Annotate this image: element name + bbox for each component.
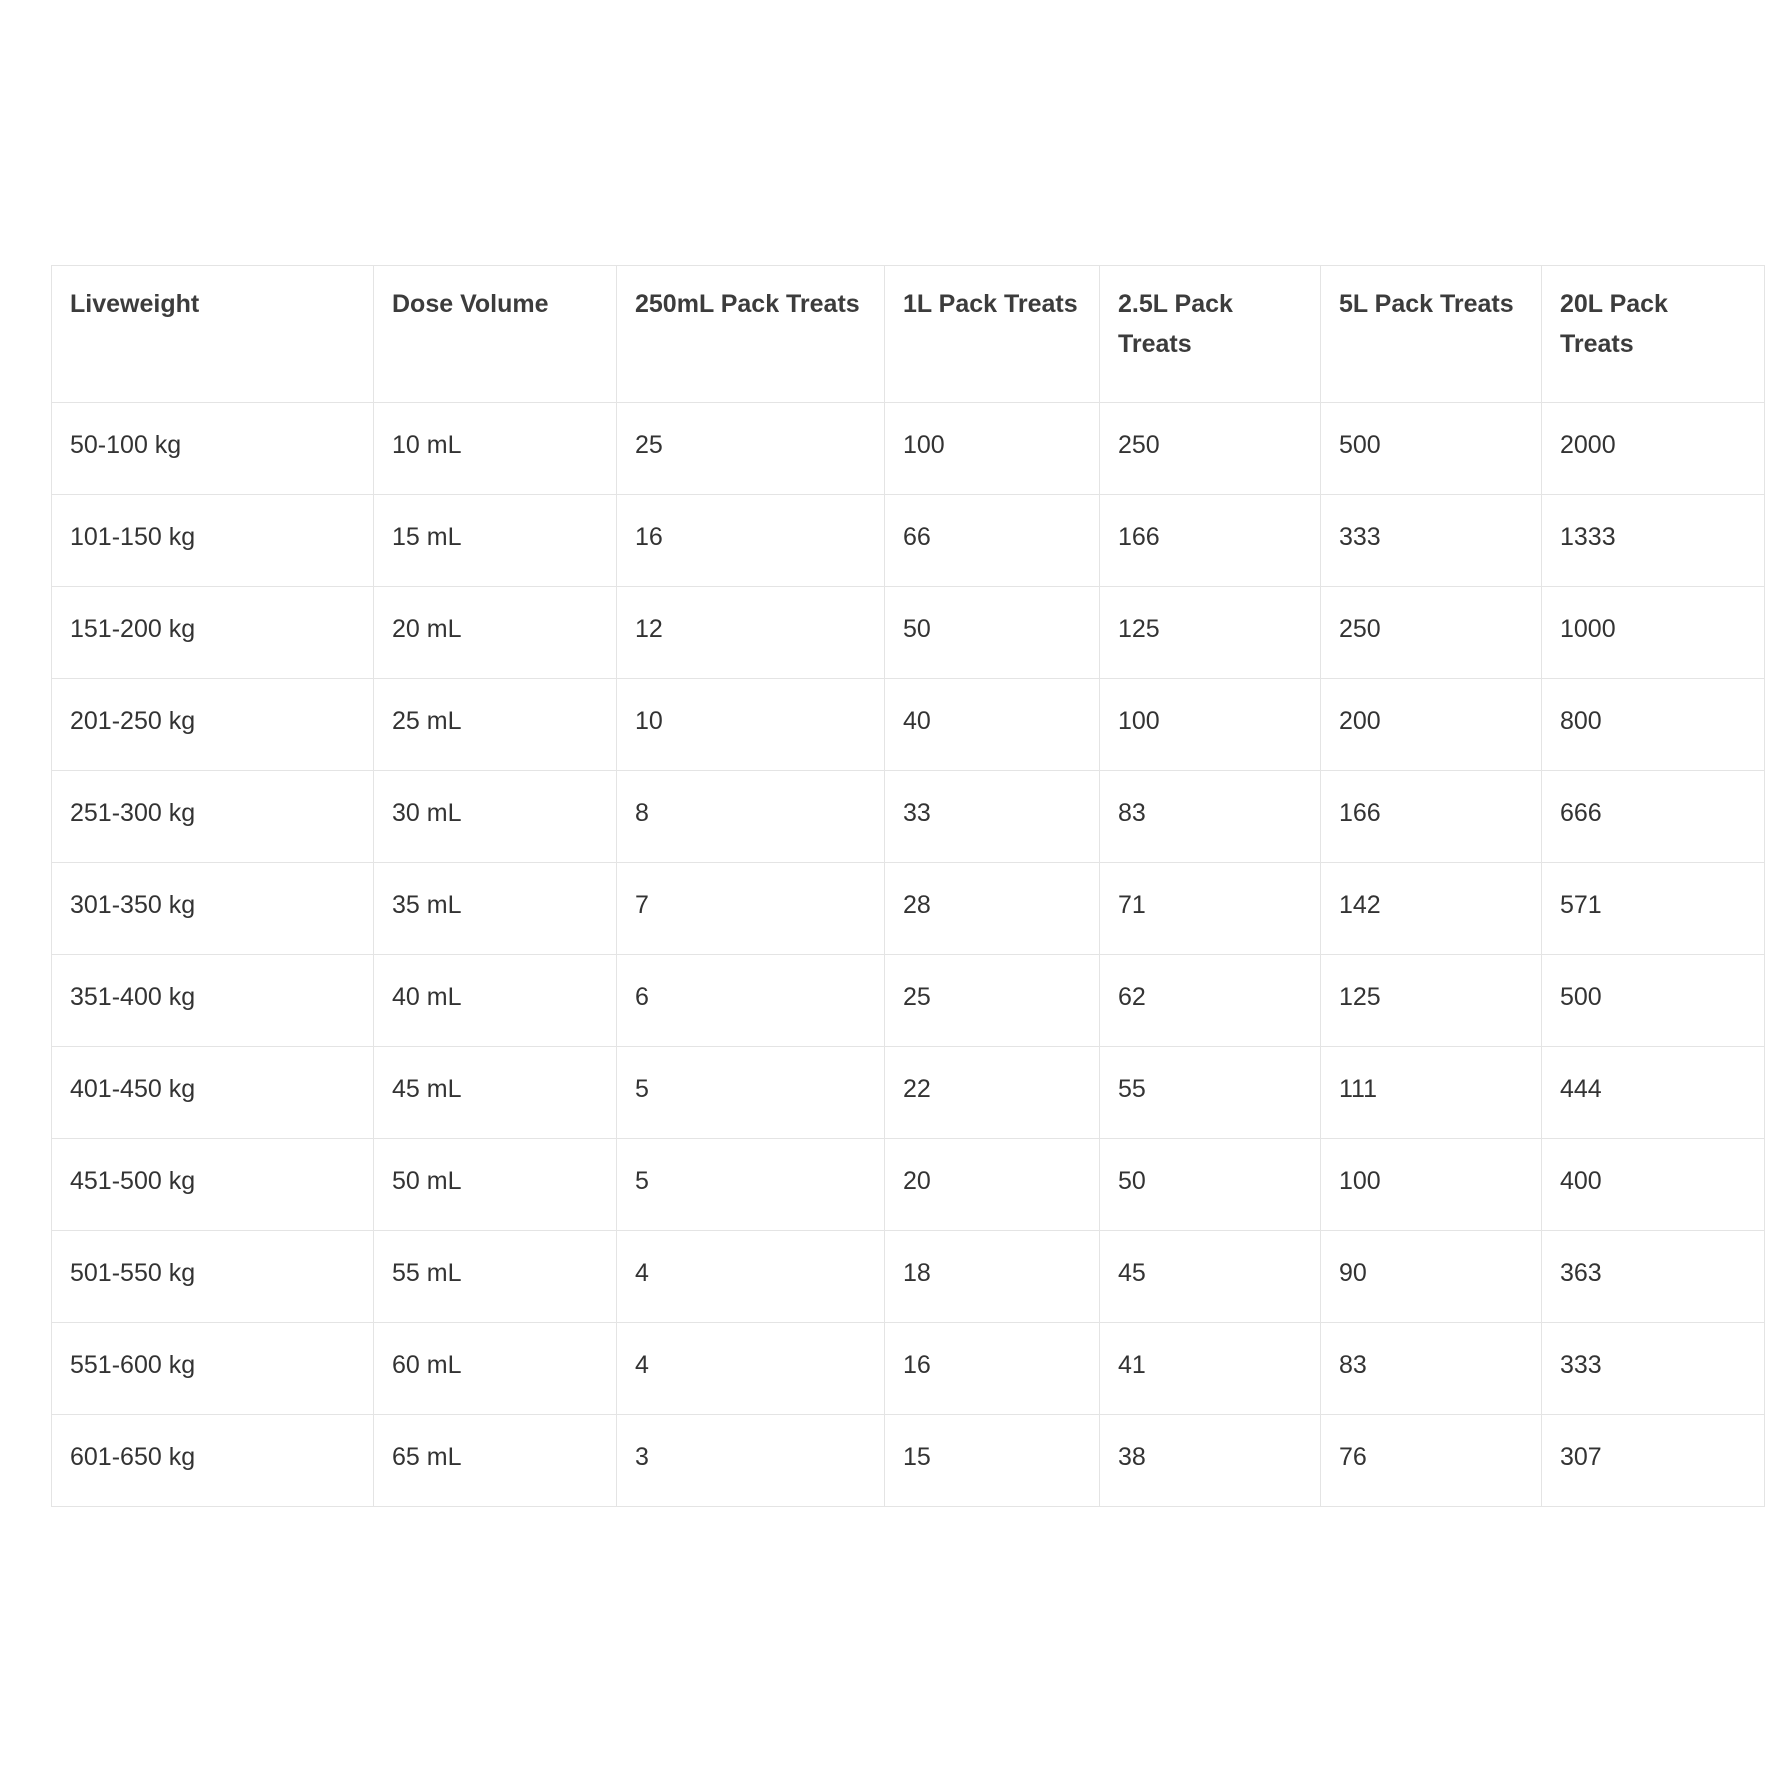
20l-pack-cell: 1000 bbox=[1542, 587, 1765, 679]
2-5l-pack-cell: 45 bbox=[1100, 1231, 1321, 1323]
table-row bbox=[52, 771, 1765, 863]
liveweight-cell: 301-350 kg bbox=[52, 863, 374, 955]
dose-volume-cell: 45 mL bbox=[374, 1047, 617, 1139]
2-5l-pack-cell: 38 bbox=[1100, 1415, 1321, 1507]
250ml-pack-cell: 5 bbox=[617, 1047, 885, 1139]
dose-volume-cell: 10 mL bbox=[374, 403, 617, 495]
2-5l-pack-cell: 83 bbox=[1100, 771, 1321, 863]
1l-pack-cell: 15 bbox=[885, 1415, 1100, 1507]
header-row bbox=[52, 266, 1765, 403]
5l-pack-cell: 76 bbox=[1321, 1415, 1542, 1507]
2-5l-pack-cell: 62 bbox=[1100, 955, 1321, 1047]
250ml-pack-cell: 4 bbox=[617, 1323, 885, 1415]
table-row bbox=[52, 587, 1765, 679]
table-row bbox=[52, 1139, 1765, 1231]
table-row bbox=[52, 955, 1765, 1047]
5l-pack-cell: 100 bbox=[1321, 1139, 1542, 1231]
table-row bbox=[52, 1047, 1765, 1139]
250ml-pack-cell: 12 bbox=[617, 587, 885, 679]
liveweight-cell: 50-100 kg bbox=[52, 403, 374, 495]
5l-pack-cell: 250 bbox=[1321, 587, 1542, 679]
20l-pack-cell: 333 bbox=[1542, 1323, 1765, 1415]
5l-pack-cell: 200 bbox=[1321, 679, 1542, 771]
20l-pack-cell: 444 bbox=[1542, 1047, 1765, 1139]
5l-pack-cell: 142 bbox=[1321, 863, 1542, 955]
250ml-pack-cell: 5 bbox=[617, 1139, 885, 1231]
1l-pack-cell: 22 bbox=[885, 1047, 1100, 1139]
250ml-pack-cell: 3 bbox=[617, 1415, 885, 1507]
5l-pack-cell: 111 bbox=[1321, 1047, 1542, 1139]
header-liveweight: Liveweight bbox=[52, 266, 374, 403]
dose-volume-cell: 50 mL bbox=[374, 1139, 617, 1231]
250ml-pack-cell: 16 bbox=[617, 495, 885, 587]
1l-pack-cell: 18 bbox=[885, 1231, 1100, 1323]
1l-pack-cell: 28 bbox=[885, 863, 1100, 955]
5l-pack-cell: 125 bbox=[1321, 955, 1542, 1047]
20l-pack-cell: 571 bbox=[1542, 863, 1765, 955]
dose-volume-cell: 25 mL bbox=[374, 679, 617, 771]
2-5l-pack-cell: 41 bbox=[1100, 1323, 1321, 1415]
1l-pack-cell: 20 bbox=[885, 1139, 1100, 1231]
dose-volume-cell: 20 mL bbox=[374, 587, 617, 679]
2-5l-pack-cell: 125 bbox=[1100, 587, 1321, 679]
20l-pack-cell: 307 bbox=[1542, 1415, 1765, 1507]
250ml-pack-cell: 6 bbox=[617, 955, 885, 1047]
dose-volume-cell: 30 mL bbox=[374, 771, 617, 863]
dose-volume-cell: 55 mL bbox=[374, 1231, 617, 1323]
header-1l-pack-treats: 1L Pack Treats bbox=[885, 266, 1100, 403]
dose-volume-cell: 40 mL bbox=[374, 955, 617, 1047]
250ml-pack-cell: 8 bbox=[617, 771, 885, 863]
header-2-5l-pack-treats: 2.5L Pack Treats bbox=[1100, 266, 1321, 403]
20l-pack-cell: 400 bbox=[1542, 1139, 1765, 1231]
250ml-pack-cell: 7 bbox=[617, 863, 885, 955]
2-5l-pack-cell: 71 bbox=[1100, 863, 1321, 955]
dosage-table-container bbox=[51, 265, 1765, 1507]
1l-pack-cell: 16 bbox=[885, 1323, 1100, 1415]
dose-volume-cell: 60 mL bbox=[374, 1323, 617, 1415]
table-header bbox=[52, 266, 1765, 403]
liveweight-cell: 501-550 kg bbox=[52, 1231, 374, 1323]
table-row bbox=[52, 1415, 1765, 1507]
table-row bbox=[52, 1323, 1765, 1415]
liveweight-cell: 151-200 kg bbox=[52, 587, 374, 679]
table-row bbox=[52, 1231, 1765, 1323]
liveweight-cell: 101-150 kg bbox=[52, 495, 374, 587]
2-5l-pack-cell: 55 bbox=[1100, 1047, 1321, 1139]
liveweight-cell: 551-600 kg bbox=[52, 1323, 374, 1415]
header-dose-volume: Dose Volume bbox=[374, 266, 617, 403]
dose-volume-cell: 15 mL bbox=[374, 495, 617, 587]
20l-pack-cell: 2000 bbox=[1542, 403, 1765, 495]
5l-pack-cell: 500 bbox=[1321, 403, 1542, 495]
2-5l-pack-cell: 50 bbox=[1100, 1139, 1321, 1231]
20l-pack-cell: 1333 bbox=[1542, 495, 1765, 587]
1l-pack-cell: 66 bbox=[885, 495, 1100, 587]
20l-pack-cell: 800 bbox=[1542, 679, 1765, 771]
20l-pack-cell: 363 bbox=[1542, 1231, 1765, 1323]
liveweight-cell: 401-450 kg bbox=[52, 1047, 374, 1139]
2-5l-pack-cell: 100 bbox=[1100, 679, 1321, 771]
table-row bbox=[52, 403, 1765, 495]
1l-pack-cell: 50 bbox=[885, 587, 1100, 679]
dose-volume-cell: 65 mL bbox=[374, 1415, 617, 1507]
250ml-pack-cell: 25 bbox=[617, 403, 885, 495]
1l-pack-cell: 33 bbox=[885, 771, 1100, 863]
2-5l-pack-cell: 166 bbox=[1100, 495, 1321, 587]
table-body bbox=[52, 403, 1765, 1507]
250ml-pack-cell: 4 bbox=[617, 1231, 885, 1323]
table-row bbox=[52, 495, 1765, 587]
table-row bbox=[52, 679, 1765, 771]
2-5l-pack-cell: 250 bbox=[1100, 403, 1321, 495]
20l-pack-cell: 500 bbox=[1542, 955, 1765, 1047]
1l-pack-cell: 25 bbox=[885, 955, 1100, 1047]
header-20l-pack-treats: 20L Pack Treats bbox=[1542, 266, 1765, 403]
5l-pack-cell: 333 bbox=[1321, 495, 1542, 587]
table-row bbox=[52, 863, 1765, 955]
5l-pack-cell: 83 bbox=[1321, 1323, 1542, 1415]
header-250ml-pack-treats: 250mL Pack Treats bbox=[617, 266, 885, 403]
liveweight-cell: 601-650 kg bbox=[52, 1415, 374, 1507]
dose-volume-cell: 35 mL bbox=[374, 863, 617, 955]
liveweight-cell: 451-500 kg bbox=[52, 1139, 374, 1231]
5l-pack-cell: 166 bbox=[1321, 771, 1542, 863]
1l-pack-cell: 100 bbox=[885, 403, 1100, 495]
liveweight-cell: 251-300 kg bbox=[52, 771, 374, 863]
liveweight-cell: 351-400 kg bbox=[52, 955, 374, 1047]
20l-pack-cell: 666 bbox=[1542, 771, 1765, 863]
1l-pack-cell: 40 bbox=[885, 679, 1100, 771]
liveweight-cell: 201-250 kg bbox=[52, 679, 374, 771]
5l-pack-cell: 90 bbox=[1321, 1231, 1542, 1323]
header-5l-pack-treats: 5L Pack Treats bbox=[1321, 266, 1542, 403]
dosage-table bbox=[51, 265, 1765, 1507]
250ml-pack-cell: 10 bbox=[617, 679, 885, 771]
